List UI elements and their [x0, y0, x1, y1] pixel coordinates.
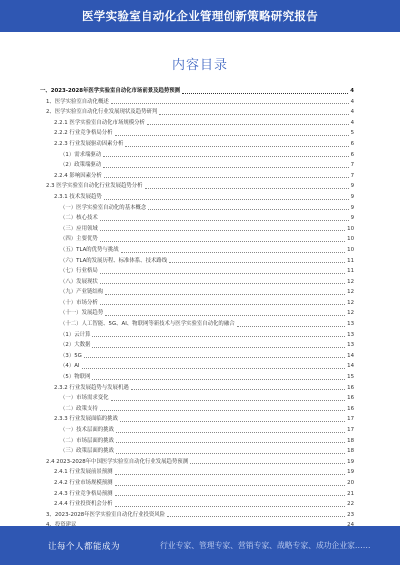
toc-entry-label: 2.2.4 影响因素分析	[54, 172, 102, 179]
toc-entry-page: 19	[347, 458, 354, 465]
toc-entry-label: 2.3.3 行业发展面临的挑战	[54, 416, 118, 423]
toc-entry[interactable]	[40, 319, 354, 330]
toc-entry-page: 16	[347, 395, 354, 402]
toc-title: 内容目录	[171, 58, 228, 73]
toc-entry[interactable]	[40, 510, 354, 521]
footer-slogan: 让每个人都能成为	[48, 541, 121, 552]
toc-entry[interactable]	[40, 436, 354, 447]
toc-entry-page: 10	[347, 236, 354, 243]
toc-entry[interactable]	[40, 404, 354, 415]
toc-leader-dots	[92, 347, 345, 348]
toc-entry[interactable]	[40, 86, 354, 97]
toc-leader-dots	[115, 135, 349, 136]
toc-leader-dots	[121, 252, 346, 253]
toc-entry-page: 18	[347, 448, 354, 455]
toc-entry-page: 10	[347, 246, 354, 253]
toc-leader-dots	[115, 506, 346, 507]
toc-entry[interactable]	[40, 414, 354, 425]
toc-entry-page: 12	[347, 299, 354, 306]
toc-entry[interactable]	[40, 287, 354, 298]
toc-leader-dots	[169, 262, 345, 263]
toc-leader-dots	[147, 124, 349, 125]
toc-leader-dots	[104, 177, 349, 178]
toc-entry-page: 4	[350, 88, 354, 94]
toc-entry-label: （二）政策支持	[60, 405, 98, 412]
toc-entry-label: 1、医学实验室自动化概述	[46, 98, 109, 105]
toc-leader-dots	[116, 453, 345, 454]
toc-entry-page: 20	[347, 479, 354, 486]
toc-entry-page: 7	[350, 162, 354, 169]
toc-entry-page: 10	[347, 225, 354, 232]
toc-leader-dots	[115, 495, 346, 496]
report-title: 医学实验室自动化企业管理创新策略研究报告	[82, 9, 318, 23]
toc-leader-dots	[82, 368, 346, 369]
toc-leader-dots	[103, 167, 348, 168]
toc-entry-page: 14	[347, 363, 354, 370]
toc-entry[interactable]	[40, 457, 354, 468]
toc-entry-label: （5）物联网	[60, 374, 91, 381]
toc-leader-dots	[84, 357, 345, 358]
toc-entry-page: 19	[347, 469, 354, 476]
toc-entry-label: （十）市场分析	[60, 299, 98, 306]
toc-entry[interactable]	[40, 361, 354, 372]
toc-entry[interactable]	[40, 128, 354, 139]
report-header	[0, 0, 400, 32]
toc-entry[interactable]	[40, 372, 354, 383]
toc-entry[interactable]	[40, 181, 354, 192]
toc-leader-dots	[111, 103, 349, 104]
toc-entry-page: 4	[350, 98, 354, 105]
toc-leader-dots	[148, 209, 348, 210]
toc-entry[interactable]	[40, 150, 354, 161]
toc-leader-dots	[167, 516, 345, 517]
toc-entry-label: （一）技术层面的挑战	[60, 427, 114, 433]
toc-entry[interactable]	[40, 192, 354, 203]
toc-entry[interactable]	[40, 425, 354, 436]
toc-entry[interactable]	[40, 383, 354, 394]
toc-leader-dots	[103, 156, 348, 157]
toc-entry-label: （四）主要优势	[60, 236, 98, 243]
toc-entry-label: 一、2023-2028年医学实验室自动化市场前景及趋势预测	[40, 88, 181, 94]
toc-entry-label: （4）AI	[60, 363, 80, 370]
toc-entry-page: 11	[347, 257, 354, 264]
toc-entry-page: 13	[347, 321, 354, 328]
toc-entry-label: （2）大数据	[60, 342, 91, 349]
toc-entry-label: （二）市场层面的挑战	[60, 437, 114, 444]
toc-entry[interactable]	[40, 213, 354, 224]
toc-entry[interactable]	[40, 118, 354, 129]
toc-entry-label: 2.3 医学实验室自动化行业发展趋势分析	[46, 183, 143, 190]
toc-leader-dots	[125, 146, 348, 147]
toc-leader-dots	[116, 442, 345, 443]
toc-entry-label: 2.3.1 技术发展趋势	[54, 193, 102, 200]
toc-leader-dots	[100, 241, 345, 242]
toc-entry[interactable]	[40, 298, 354, 309]
toc-entry[interactable]	[40, 224, 354, 235]
toc-leader-dots	[237, 326, 346, 327]
toc-leader-dots	[115, 485, 346, 486]
toc-entry-label: （二）核心技术	[60, 215, 98, 222]
toc-entry-label: 2.2.3 行业发展驱动因素分析	[54, 140, 124, 147]
toc-entry-label: （八）发展现状	[60, 278, 98, 285]
toc-leader-dots	[100, 304, 345, 305]
toc-entry-label: （三）应用领域	[60, 225, 98, 232]
toc-entry-page: 4	[350, 119, 354, 126]
toc-entry-label: 2.4.3 行业竞争格局预测	[54, 490, 113, 497]
toc-leader-dots	[105, 294, 345, 295]
toc-entry-label: 2.3.2 行业发展趋势与发展机遇	[54, 384, 129, 391]
toc-leader-dots	[100, 273, 345, 274]
toc-leader-dots	[105, 315, 345, 316]
footer-banner	[0, 526, 400, 565]
toc-list	[40, 86, 354, 531]
toc-leader-dots	[111, 400, 346, 401]
toc-entry-page: 18	[347, 437, 354, 444]
toc-leader-dots	[120, 421, 345, 422]
toc-entry-page: 15	[347, 374, 354, 381]
toc-entry[interactable]	[40, 308, 354, 319]
toc-leader-dots	[92, 379, 345, 380]
toc-entry-page: 16	[347, 405, 354, 412]
toc-entry[interactable]	[40, 256, 354, 267]
toc-entry-page: 5	[350, 130, 354, 137]
toc-entry[interactable]	[40, 446, 354, 457]
toc-entry-label: 2.4.4 行业投资机会分析	[54, 501, 113, 508]
toc-entry[interactable]	[40, 234, 354, 245]
toc-entry[interactable]	[40, 467, 354, 478]
toc-entry[interactable]	[40, 203, 354, 214]
toc-entry[interactable]	[40, 330, 354, 341]
toc-entry-label: （3）5G	[60, 352, 82, 359]
toc-leader-dots	[115, 474, 346, 475]
toc-entry-page: 13	[347, 342, 354, 349]
toc-leader-dots	[100, 220, 349, 221]
toc-entry-page: 21	[347, 490, 354, 497]
toc-entry-page: 9	[350, 215, 354, 222]
toc-entry-page: 9	[350, 204, 354, 211]
toc-entry-label: （六）TLA的发展历程、标准体系、技术路线	[60, 257, 168, 264]
toc-entry-page: 6	[350, 151, 354, 158]
toc-entry-label: （一）市场需求变化	[60, 395, 109, 402]
toc-entry[interactable]	[40, 160, 354, 171]
toc-entry[interactable]	[40, 171, 354, 182]
toc-entry-label: 2、医学实验室自动化行业发展现状及趋势研判	[46, 109, 158, 116]
toc-entry-page: 23	[347, 511, 354, 518]
toc-entry-label: （十一）发展趋势	[60, 310, 104, 317]
footer-audience: 行业专家、管理专家、营销专家、战略专家、成功企业家……	[160, 541, 371, 550]
toc-leader-dots	[104, 199, 349, 200]
toc-entry-page: 9	[350, 183, 354, 190]
toc-entry-page: 22	[347, 501, 354, 508]
toc-entry-label: 2.2.1 医学实验室自动化市场规模分析	[54, 119, 145, 126]
toc-entry-label: 2.2.2 行业竞争格局分析	[54, 130, 113, 137]
toc-leader-dots	[100, 410, 345, 411]
toc-entry[interactable]	[40, 139, 354, 150]
toc-entry-label: （1）需求端驱动	[60, 151, 102, 158]
toc-entry-page: 6	[350, 140, 354, 147]
toc-entry-page: 12	[347, 289, 354, 296]
toc-entry-label: 2.4.1 行业发展前景预测	[54, 469, 113, 476]
toc-entry-label: （三）政策层面的挑战	[60, 448, 114, 455]
toc-entry-page: 9	[350, 193, 354, 200]
toc-entry[interactable]	[40, 266, 354, 277]
toc-entry[interactable]	[40, 393, 354, 404]
toc-entry-label: （1）云计算	[60, 331, 91, 338]
toc-entry-label: （一）医学实验室自动化的基本概念	[60, 204, 147, 211]
toc-entry-label: （九）产业链结构	[60, 289, 104, 296]
toc-entry-page: 7	[350, 172, 354, 179]
toc-leader-dots	[182, 93, 348, 94]
toc-leader-dots	[190, 463, 345, 464]
toc-entry-page: 12	[347, 310, 354, 317]
toc-entry-page: 14	[347, 352, 354, 359]
toc-entry[interactable]	[40, 107, 354, 118]
toc-entry[interactable]	[40, 97, 354, 108]
toc-entry-page: 12	[347, 278, 354, 285]
toc-entry-label: 2.4.2 行业市场规模预测	[54, 479, 113, 486]
toc-entry-page: 13	[347, 331, 354, 338]
toc-entry-label: （七）行业格局	[60, 268, 98, 275]
toc-entry[interactable]	[40, 351, 354, 362]
toc-entry[interactable]	[40, 245, 354, 256]
toc-entry-page: 16	[347, 384, 354, 391]
toc-leader-dots	[131, 389, 345, 390]
toc-entry-page: 17	[347, 416, 354, 423]
toc-entry-label: （2）政策端驱动	[60, 162, 102, 169]
toc-entry-label: （十二）人工智能、5G、AI、物联网等新技术与医学实验室自动化的融合	[60, 321, 235, 328]
toc-entry[interactable]	[40, 499, 354, 510]
toc-entry[interactable]	[40, 340, 354, 351]
toc-entry-page: 11	[347, 268, 354, 275]
toc-entry-label: 3、2023-2028年医学实验室自动化行业投资风险	[46, 511, 166, 518]
toc-entry-page: 17	[347, 427, 354, 433]
toc-entry[interactable]	[40, 489, 354, 500]
toc-leader-dots	[92, 336, 345, 337]
toc-leader-dots	[159, 114, 348, 115]
toc-entry-label: （五）TLA的优势与挑战	[60, 246, 119, 253]
toc-leader-dots	[100, 230, 345, 231]
toc-entry[interactable]	[40, 277, 354, 288]
toc-entry-page: 4	[350, 109, 354, 116]
toc-leader-dots	[116, 432, 345, 433]
toc-entry[interactable]	[40, 478, 354, 489]
toc-entry-label: 2.4 2023-2028年中国医学实验室自动化行业发展趋势预测	[46, 458, 189, 465]
toc-leader-dots	[100, 283, 345, 284]
toc-leader-dots	[145, 188, 349, 189]
